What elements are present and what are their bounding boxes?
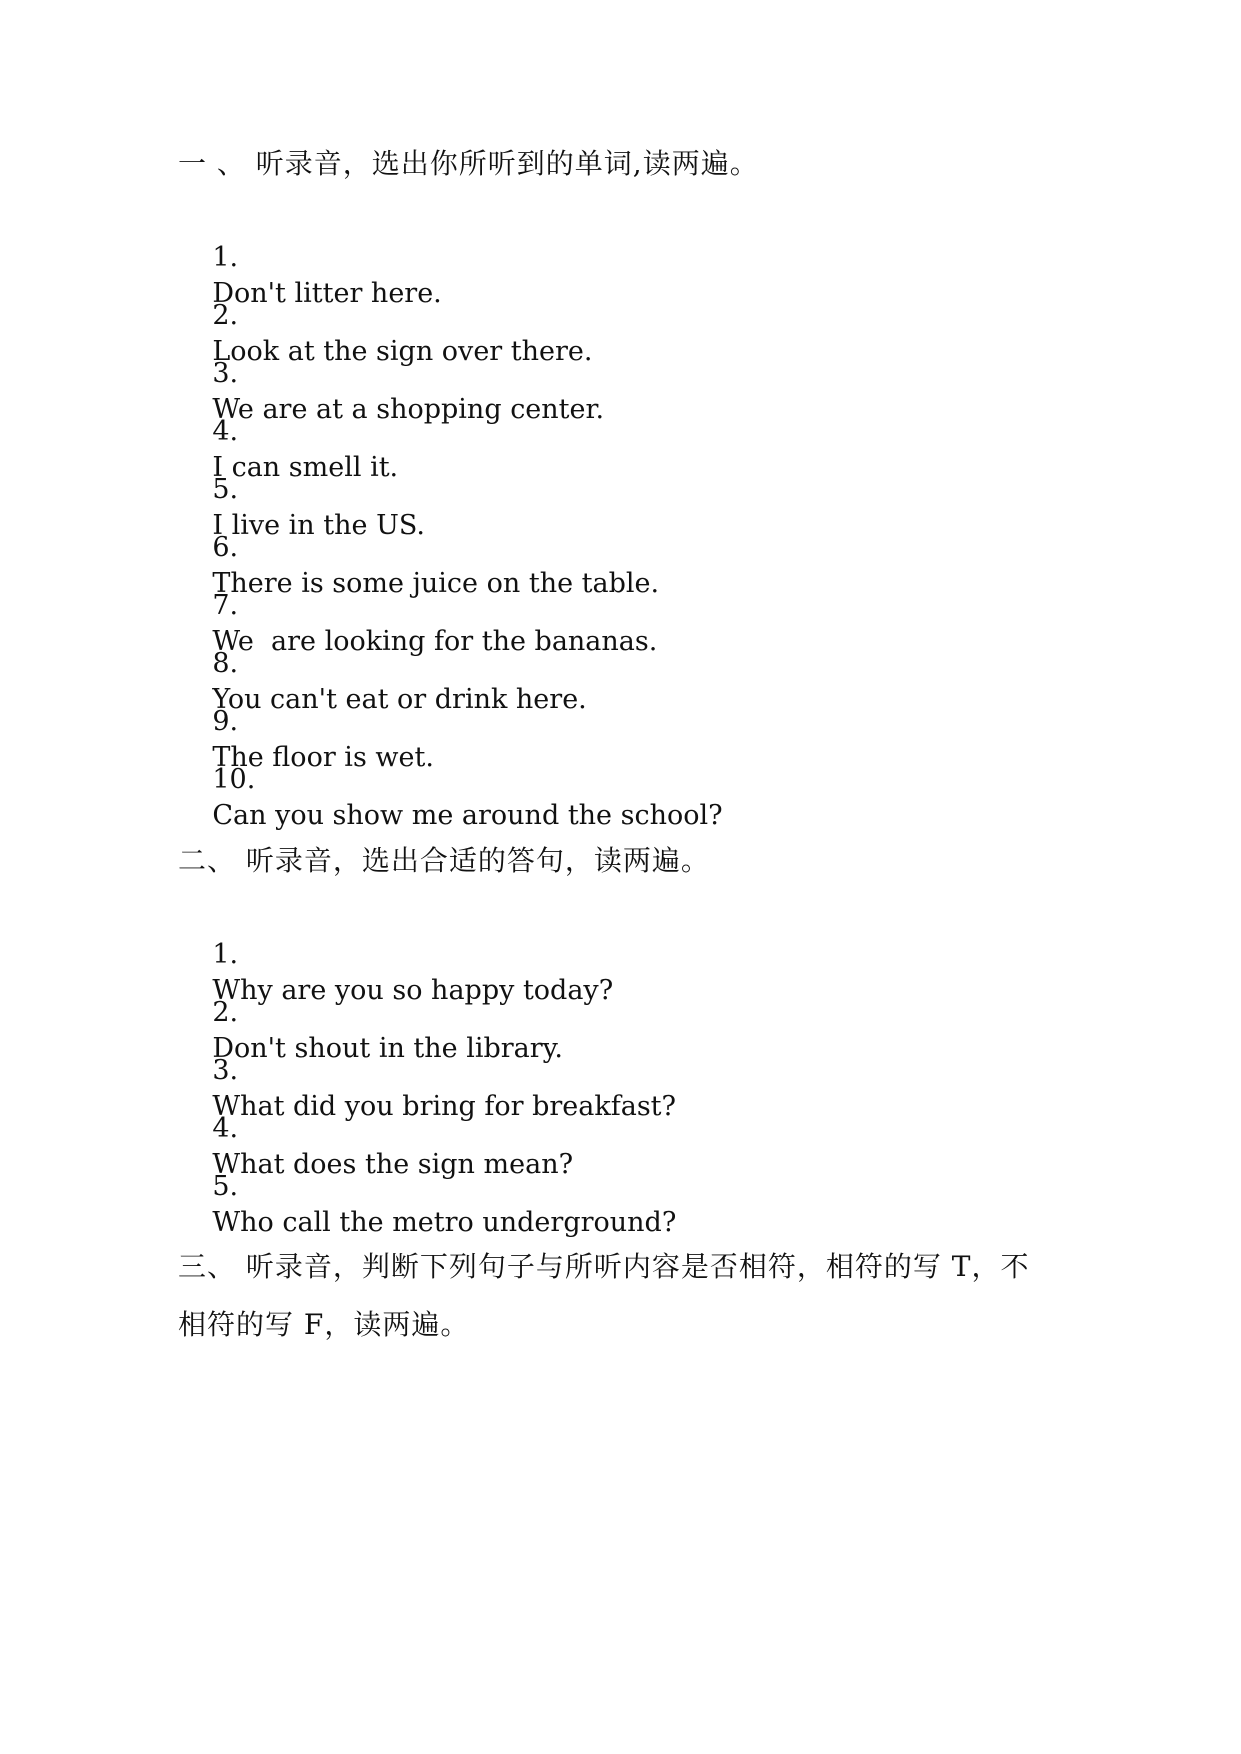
item-text: The floor is wet. (212, 742, 434, 773)
item-text: I can smell it. (212, 452, 399, 483)
section3-heading-line1: 三、 听录音，判断下列句子与所听内容是否相符，相符的写 T，不 (178, 1250, 1030, 1283)
item-text: Don't shout in the library. (212, 1033, 563, 1064)
item-number: 6. (212, 532, 239, 563)
item-text: I live in the US. (212, 510, 425, 541)
item-number: 5. (212, 474, 239, 505)
item-number: 2. (212, 997, 239, 1028)
item-text: What does the sign mean? (212, 1149, 574, 1180)
section3-heading-line2: 相符的写 F，读两遍。 (178, 1308, 470, 1341)
item-text: Who call the metro underground? (212, 1207, 677, 1238)
section1-heading: 一 、 听录音，选出你所听到的单词,读两遍。 (178, 147, 759, 180)
section2-heading: 二、 听录音，选出合适的答句，读两遍。 (178, 844, 710, 877)
item-number: 4. (212, 1113, 239, 1144)
item-number: 5. (212, 1171, 239, 1202)
item-number: 2. (212, 300, 239, 331)
item-text: We are looking for the bananas. (212, 626, 658, 657)
item-text: Don't litter here. (212, 278, 442, 309)
item-number: 7. (212, 590, 239, 621)
item-number: 10. (212, 764, 256, 795)
item-number: 9. (212, 706, 239, 737)
item-text: Look at the sign over there. (212, 336, 593, 367)
item-number: 1. (212, 939, 239, 970)
item-number: 3. (212, 358, 239, 389)
item-text: Why are you so happy today? (212, 975, 614, 1006)
item-text: You can't eat or drink here. (212, 684, 587, 715)
item-number: 3. (212, 1055, 239, 1086)
item-text: What did you bring for breakfast? (212, 1091, 676, 1122)
item-number: 4. (212, 416, 239, 447)
item-text: There is some juice on the table. (212, 568, 660, 599)
item-number: 8. (212, 648, 239, 679)
item-text: Can you show me around the school? (212, 800, 723, 831)
item-text: We are at a shopping center. (212, 394, 605, 425)
item-number: 1. (212, 242, 239, 273)
